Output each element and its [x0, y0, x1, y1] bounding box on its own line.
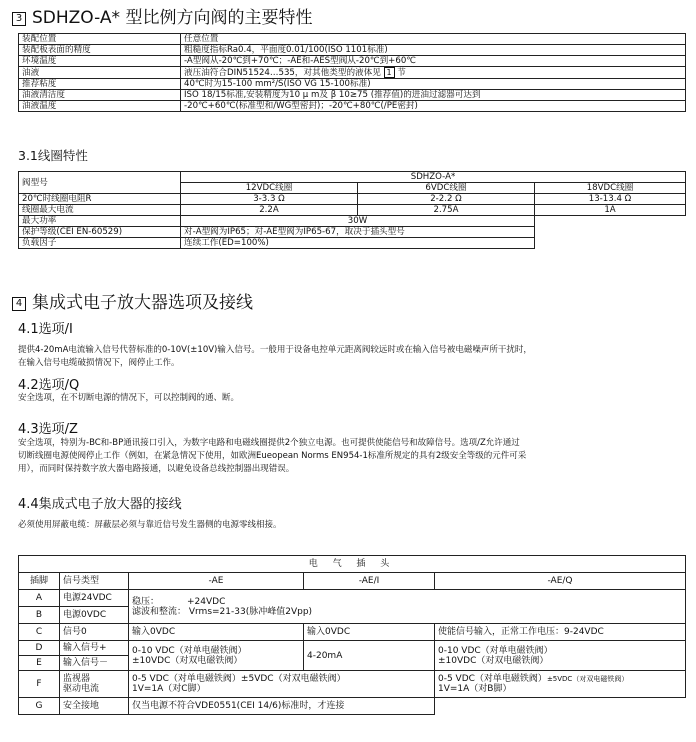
row-value: -A型阀从-20℃到+70℃；-AE和-AES型阀从-20℃到+60℃ — [181, 56, 686, 67]
table-row — [19, 698, 686, 715]
pin-label: F — [19, 671, 60, 698]
row-label: 推荐粘度 — [19, 79, 181, 90]
section-3-1-title: 3.1线圈特性 — [18, 148, 88, 163]
section-4-4-title: 4.4集成式电子放大器的接线 — [18, 497, 182, 512]
cell-line: ±10VDC（对双电磁铁阀） — [132, 655, 243, 666]
paragraph-line: 安全选项，特别为-BC和-BP通讯接口引入，为数字电路和电磁线圈提供2个独立电源。也可提供使能信号和故障信号。选项/Z允许通过 — [18, 438, 520, 448]
row-label: 装配板表面的精度 — [19, 45, 181, 56]
section-3-heading — [12, 3, 312, 28]
signal-type: 输入信号－ — [60, 656, 129, 671]
coil-header: 18VDC线圈 — [535, 183, 686, 194]
power-regulated-value: +24VDC — [187, 596, 226, 607]
input-cell-ae-i: 4-20mA — [304, 641, 435, 671]
col-header-ae-i: -AE/I — [304, 573, 435, 590]
signal-type: 电源0VDC — [60, 607, 129, 624]
row-value: -20℃+60℃(标准型和/WG型密封)；-20℃+80℃(/PE密封) — [181, 101, 686, 112]
connector-caption: 电 气 插 头 — [19, 556, 686, 573]
table-row — [19, 590, 686, 607]
cell: 30W — [181, 216, 535, 227]
cell: 输入0VDC — [129, 624, 304, 641]
cell-line: 0-5 VDC（对单电磁铁阀）±5VDC（对双电磁铁阀） — [132, 674, 346, 684]
section-4-title: 集成式电子放大器选项及接线 — [32, 293, 253, 313]
table-row — [19, 34, 686, 45]
input-cell-ae — [129, 641, 304, 671]
section-4-heading — [12, 288, 253, 313]
signal-type: 安全接地 — [60, 698, 129, 715]
table-row — [19, 45, 686, 56]
row-label: 油液清洁度 — [19, 90, 181, 101]
table-row — [19, 205, 686, 216]
pin-label: G — [19, 698, 60, 715]
signal-line: 监视器 — [63, 674, 91, 684]
main-features-table — [18, 33, 686, 112]
power-regulated-label: 稳压： — [132, 596, 160, 607]
model-value: SDHZO-A* — [181, 172, 686, 183]
empty-cell — [535, 227, 686, 238]
cell: 对-A型阀为IP65；对-AE型阀为IP65-67，取决于插头型号 — [181, 227, 535, 238]
row-label: 负载因子 — [19, 238, 181, 249]
row-value: 40℃时为15-100 mm²/S(ISO VG 15-100标准) — [181, 79, 686, 90]
section-ref-box: 1 — [384, 67, 395, 78]
section-4-2-text — [18, 392, 239, 405]
cell: 2-2.2 Ω — [358, 194, 535, 205]
paragraph-line: 切断线圈电源使阀停止工作（例如，在紧急情况下使用，如欧洲Eueopean Norms EN954-1标准所规定的具有2级安全等级的元件可采 — [18, 451, 527, 461]
cell: 13-13.4 Ω — [535, 194, 686, 205]
section-4-3-title: 4.3选项/Z — [18, 422, 78, 437]
col-header-ae: -AE — [129, 573, 304, 590]
cell: 连续工作(ED=100%) — [181, 238, 535, 249]
cell-line: ±10VDC（对双电磁铁阀） — [438, 655, 549, 666]
table-row — [19, 56, 686, 67]
section-number-box: 4 — [12, 297, 26, 311]
cell: 使能信号输入，正常工作电压：9-24VDC — [435, 624, 686, 641]
row-value — [181, 67, 686, 79]
pin-label: E — [19, 656, 60, 671]
row-label: 油液温度 — [19, 101, 181, 112]
wiring-table — [18, 555, 686, 715]
power-cell — [129, 590, 686, 624]
section-4-3-text — [18, 437, 526, 476]
signal-type: 电源24VDC — [60, 590, 129, 607]
signal-line: 驱动电流 — [63, 684, 100, 694]
table-row — [19, 90, 686, 101]
empty-cell — [435, 698, 686, 715]
row-label: 20℃时线圈电阻R — [19, 194, 181, 205]
model-label: 阀型号 — [19, 172, 181, 194]
paragraph-line: 在输入信号电缆破损情况下，阀停止工作。 — [18, 358, 180, 368]
ground-cell: 仅当电源不符合VDE0551(CEI 14/6)标准时，才连接 — [129, 698, 435, 715]
section-4-1-title: 4.1选项/I — [18, 322, 73, 337]
paragraph-line: 提供4-20mA电流输入信号代替标准的0-10V(±10V)输入信号。一般用于设备电控单元距离阀较远时或在输入信号被电磁噪声所干扰时， — [18, 345, 532, 355]
col-header-ae-q: -AE/Q — [435, 573, 686, 590]
cell-text-small: ±5VDC（对双电磁铁阀） — [546, 675, 629, 683]
paragraph-line: 用），而同时保持数字放大器电路接通，以避免设备总线控制器出现错误。 — [18, 464, 295, 474]
table-row — [19, 101, 686, 112]
cell: 输入0VDC — [304, 624, 435, 641]
pin-label: B — [19, 607, 60, 624]
oil-text: 液压油符合DIN51524…535，对其他类型的液体见 — [184, 68, 381, 78]
empty-cell — [535, 238, 686, 249]
table-row — [19, 624, 686, 641]
pin-label: C — [19, 624, 60, 641]
table-row — [19, 227, 686, 238]
row-label: 最大功率 — [19, 216, 181, 227]
row-label: 线圈最大电流 — [19, 205, 181, 216]
pin-label: A — [19, 590, 60, 607]
table-row — [19, 67, 686, 79]
section-4-4-text — [18, 519, 282, 532]
pin-label: D — [19, 641, 60, 656]
section-4-2-title: 4.2选项/Q — [18, 378, 80, 393]
cell-line: 1V=1A（对B脚） — [438, 684, 512, 694]
power-line-1 — [132, 597, 682, 607]
row-label: 油液 — [19, 67, 181, 79]
table-row — [19, 573, 686, 590]
coil-header: 6VDC线圈 — [358, 183, 535, 194]
monitor-cell-ae — [129, 671, 435, 698]
table-row — [19, 172, 686, 183]
cell: 2.75A — [358, 205, 535, 216]
table-row — [19, 671, 686, 698]
section-number-box: 3 — [12, 12, 26, 26]
row-label: 保护等级(CEI EN-60529) — [19, 227, 181, 238]
paragraph-line: 安全选项，在不切断电源的情况下，可以控制阀的通、断。 — [18, 393, 240, 403]
table-row — [19, 238, 686, 249]
signal-type — [60, 671, 129, 698]
section-4-1-text — [18, 344, 532, 370]
cell-line: 0-10 VDC（对单电磁铁阀） — [438, 645, 553, 656]
oil-ref-suffix: 节 — [397, 68, 406, 78]
cell: 1A — [535, 205, 686, 216]
coil-table — [18, 171, 686, 249]
row-label: 装配位置 — [19, 34, 181, 45]
empty-cell — [535, 216, 686, 227]
cell: 3-3.3 Ω — [181, 194, 358, 205]
table-row — [19, 641, 686, 656]
row-value: 任意位置 — [181, 34, 686, 45]
cell-line: 0-10 VDC（对单电磁铁阀） — [132, 645, 247, 656]
power-line-2: 滤波和整流： Vrms=21-33(脉冲峰值2Vpp) — [132, 606, 313, 617]
paragraph-line: 必须使用屏蔽电缆：屏蔽层必须与靠近信号发生器侧的电源零线相接。 — [18, 520, 282, 530]
input-cell-ae-q — [435, 641, 686, 671]
row-value: ISO 18/15标准,安装精度为10 μ m及 β 10≥75 (推荐值)的进油过滤器可达到 — [181, 90, 686, 101]
col-header-pin: 插脚 — [19, 573, 60, 590]
signal-type: 信号0 — [60, 624, 129, 641]
cell: 2.2A — [181, 205, 358, 216]
table-row — [19, 79, 686, 90]
coil-header: 12VDC线圈 — [181, 183, 358, 194]
cell-line — [438, 674, 682, 684]
section-3-title: SDHZO-A* 型比例方向阀的主要特性 — [32, 8, 313, 28]
col-header-signal: 信号类型 — [60, 573, 129, 590]
table-row — [19, 194, 686, 205]
cell-line: 1V=1A（对C脚） — [132, 684, 206, 694]
row-value: 粗糙度指标Ra0.4，平面度0.01/100(ISO 1101标准) — [181, 45, 686, 56]
signal-type: 输入信号+ — [60, 641, 129, 656]
cell-text: 0-5 VDC（对单电磁铁阀） — [438, 674, 547, 684]
table-row — [19, 216, 686, 227]
table-row — [19, 556, 686, 573]
monitor-cell-ae-q — [435, 671, 686, 698]
row-label: 环境温度 — [19, 56, 181, 67]
